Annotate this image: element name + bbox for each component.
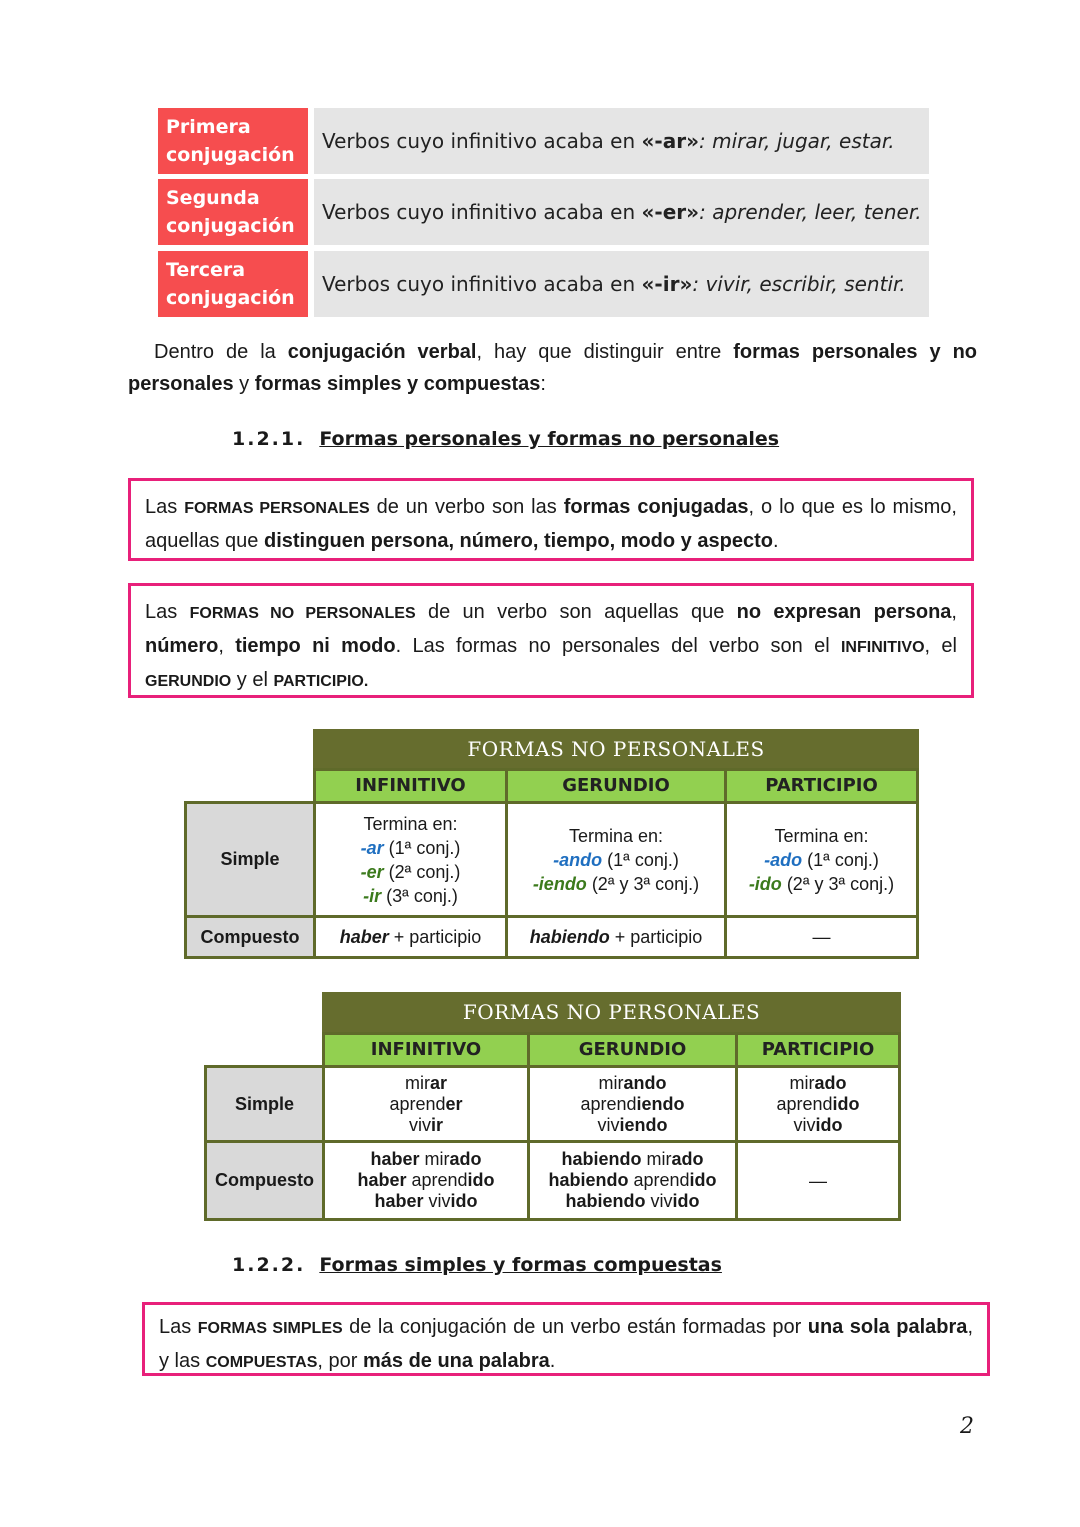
verb-form (405, 1073, 447, 1094)
conjugation-label (158, 251, 308, 317)
small-caps-text: FORMAS NO PERSONALES (189, 605, 416, 622)
row-label-compuesto: Compuesto (204, 1140, 325, 1221)
ending: iendo (619, 1114, 668, 1135)
bold-text: formas conjugadas (563, 496, 749, 518)
small-caps-text: PARTICIPIO. (273, 673, 369, 690)
definition-box (128, 478, 974, 561)
cell-text: + participio (388, 927, 482, 947)
cell-text: Termina en: (363, 813, 458, 834)
section-heading (232, 1254, 722, 1276)
ending-line (533, 872, 699, 896)
cell-infinitivo-simple (322, 1065, 530, 1143)
text: y el (231, 669, 274, 691)
stem: mir (598, 1072, 624, 1093)
note: (1ª conj.) (602, 849, 679, 870)
stem: mir (419, 1149, 450, 1169)
conjugation-description (314, 251, 929, 317)
stem: mir (404, 1072, 430, 1093)
desc-examples: : aprender, leer, tener. (699, 200, 922, 224)
text: . Las formas no personales del verbo son el (395, 635, 841, 657)
label-line: Segunda (166, 187, 260, 209)
ending: ado (671, 1149, 704, 1169)
small-caps-text: INFINITIVO (840, 639, 925, 656)
column-header-gerundio: GERUNDIO (527, 1032, 738, 1068)
heading-title: Formas simples y formas compuestas (319, 1254, 722, 1276)
small-caps-text: FORMAS PERSONALES (184, 500, 370, 517)
bold-text: formas simples y compuestas (254, 373, 541, 395)
definition-box (128, 583, 974, 698)
ending-line (361, 836, 461, 860)
label-line: Tercera (166, 259, 246, 281)
column-header-infinitivo: INFINITIVO (322, 1032, 530, 1068)
intro-paragraph (128, 336, 977, 400)
stem: mir (789, 1072, 815, 1093)
text: Dentro de la (154, 341, 288, 363)
ending: iendo (636, 1093, 685, 1114)
note: (1ª conj.) (383, 837, 461, 858)
text: , por (317, 1350, 363, 1372)
verb-form (598, 1115, 668, 1136)
stem: aprend (776, 1093, 833, 1114)
bold-text: formas personales y no personales (128, 341, 977, 395)
cell-participio-compuesto (735, 1140, 901, 1221)
verb-form (566, 1191, 700, 1212)
auxiliary: haber (374, 1191, 424, 1211)
desc-text: Verbos cuyo infinitivo acaba en (322, 200, 642, 224)
cell-gerundio-simple (527, 1065, 738, 1143)
conjugation-label (158, 179, 308, 245)
column-header-participio: PARTICIPIO (735, 1032, 901, 1068)
heading-number: 1.2.2. (232, 1254, 306, 1276)
ending: ando (623, 1072, 667, 1093)
bold-text: no expresan persona (736, 601, 952, 623)
note: (2ª y 3ª conj.) (586, 873, 700, 894)
label-line: conjugación (166, 287, 295, 309)
ending: ido (467, 1170, 495, 1190)
row-label-simple: Simple (184, 801, 316, 918)
verb-form (374, 1191, 477, 1212)
table-title: FORMAS NO PERSONALES (322, 992, 901, 1033)
verb-form (389, 1094, 462, 1115)
heading-number: 1.2.1. (232, 428, 306, 450)
note: (2ª y 3ª conj.) (781, 873, 895, 894)
note: (2ª conj.) (383, 861, 461, 882)
table-title: FORMAS NO PERSONALES (313, 729, 919, 769)
auxiliary: haber (370, 1149, 420, 1169)
cell-gerundio-compuesto (527, 1140, 738, 1221)
verb-form (580, 1094, 684, 1115)
text: , el (924, 635, 957, 657)
cell-participio-simple (724, 801, 919, 918)
conjugation-row (158, 179, 929, 245)
desc-text: Verbos cuyo infinitivo acaba en (322, 272, 642, 296)
cell-text: + participio (609, 927, 703, 947)
ending: ido (832, 1093, 860, 1114)
ending-line (553, 848, 679, 872)
text: : (540, 373, 546, 395)
stem: aprend (580, 1093, 637, 1114)
ending: er (445, 1093, 463, 1114)
conjugation-row (158, 251, 929, 317)
note: (3ª conj.) (381, 885, 458, 906)
ending: -ar (360, 837, 384, 858)
text: , o lo que es lo mismo, aquellas que (145, 496, 957, 552)
text: . (772, 530, 779, 552)
auxiliary: habiendo (565, 1191, 646, 1211)
ending: ido (450, 1191, 478, 1211)
ending: ido (689, 1170, 717, 1190)
small-caps-text: GERUNDIO (145, 673, 232, 690)
ending-line (361, 860, 461, 884)
ending: ado (449, 1149, 482, 1169)
text: Las (145, 496, 185, 518)
verb-form (599, 1073, 667, 1094)
stem: aprend (389, 1093, 446, 1114)
ending-line (363, 884, 458, 908)
ending: ir (430, 1114, 443, 1135)
stem: viv (645, 1191, 673, 1211)
verb-form (409, 1115, 443, 1136)
bold-text: haber (339, 927, 389, 947)
desc-text: Verbos cuyo infinitivo acaba en (322, 129, 642, 153)
ending: ado (814, 1072, 847, 1093)
column-header-gerundio: GERUNDIO (505, 768, 727, 804)
verb-form (776, 1094, 859, 1115)
ending: -ando (553, 849, 603, 870)
stem: viv (408, 1114, 431, 1135)
cell-infinitivo-compuesto (322, 1140, 530, 1221)
text: y (233, 373, 255, 395)
stem: viv (423, 1191, 451, 1211)
heading-title: Formas personales y formas no personales (319, 428, 780, 450)
desc-ending: «-ir» (641, 272, 693, 296)
ending: -ir (363, 885, 382, 906)
bold-text: tiempo ni modo (235, 635, 396, 657)
ending-line (749, 872, 894, 896)
conjugation-description (314, 179, 929, 245)
text: , (951, 601, 957, 623)
bold-text: distinguen persona, número, tiempo, modo y aspecto (263, 530, 773, 552)
bold-text: una sola palabra (807, 1316, 968, 1338)
cell-text: Termina en: (568, 825, 664, 846)
note: (1ª conj.) (802, 849, 879, 870)
ending: -er (360, 861, 384, 882)
cell-infinitivo-compuesto (313, 915, 508, 959)
small-caps-text: COMPUESTAS (205, 1354, 318, 1371)
row-label-simple: Simple (204, 1065, 325, 1143)
auxiliary: haber (357, 1170, 407, 1190)
text: . (549, 1350, 556, 1372)
desc-ending: «-er» (641, 200, 700, 224)
bold-text: más de una palabra (362, 1350, 550, 1372)
desc-examples: : vivir, escribir, sentir. (692, 272, 906, 296)
label-line: conjugación (166, 144, 295, 166)
ending: ido (672, 1191, 700, 1211)
verb-form (370, 1149, 481, 1170)
verb-form (357, 1170, 494, 1191)
ending-line (764, 848, 879, 872)
conjugation-description (314, 108, 929, 174)
stem: viv (597, 1114, 620, 1135)
definition-box (142, 1302, 990, 1376)
cell-gerundio-compuesto (505, 915, 727, 959)
column-header-participio: PARTICIPIO (724, 768, 919, 804)
text: Las (145, 601, 190, 623)
conjugation-label (158, 108, 308, 174)
cell-participio-simple (735, 1065, 901, 1143)
desc-ending: «-ar» (641, 129, 700, 153)
cell-text: — (812, 927, 831, 947)
ending: -ado (764, 849, 803, 870)
auxiliary: habiendo (548, 1170, 629, 1190)
desc-examples: : mirar, jugar, estar. (699, 129, 895, 153)
text: de un verbo son aquellas que (415, 601, 737, 623)
stem: viv (793, 1114, 816, 1135)
conjugation-row (158, 108, 929, 174)
column-header-infinitivo: INFINITIVO (313, 768, 508, 804)
text: de un verbo son las (369, 496, 564, 518)
section-heading (232, 428, 779, 450)
verb-form (789, 1073, 846, 1094)
cell-infinitivo-simple (313, 801, 508, 918)
stem: aprend (406, 1170, 468, 1190)
verb-form (561, 1149, 703, 1170)
row-label-compuesto: Compuesto (184, 915, 316, 959)
cell-gerundio-simple (505, 801, 727, 918)
page-number: 2 (960, 1414, 974, 1439)
bold-text: número (145, 635, 219, 657)
verb-form (794, 1115, 843, 1136)
ending: -ido (748, 873, 782, 894)
verb-form (548, 1170, 716, 1191)
stem: mir (641, 1149, 672, 1169)
small-caps-text: FORMAS SIMPLES (197, 1320, 343, 1337)
text: , hay que distinguir entre (476, 341, 734, 363)
cell-participio-compuesto (724, 915, 919, 959)
bold-text: conjugación verbal (287, 341, 477, 363)
text: , (218, 635, 236, 657)
text: Las (159, 1316, 198, 1338)
auxiliary: habiendo (561, 1149, 642, 1169)
label-line: Primera (166, 116, 251, 138)
text: , y las (159, 1316, 973, 1372)
bold-text: habiendo (529, 927, 610, 947)
ending: -iendo (532, 873, 587, 894)
text: de la conjugación de un verbo están formadas por (342, 1316, 808, 1338)
cell-text: — (809, 1170, 827, 1191)
ending: ar (429, 1072, 447, 1093)
stem: aprend (628, 1170, 690, 1190)
cell-text: Termina en: (774, 825, 869, 846)
label-line: conjugación (166, 215, 295, 237)
ending: ido (815, 1114, 843, 1135)
